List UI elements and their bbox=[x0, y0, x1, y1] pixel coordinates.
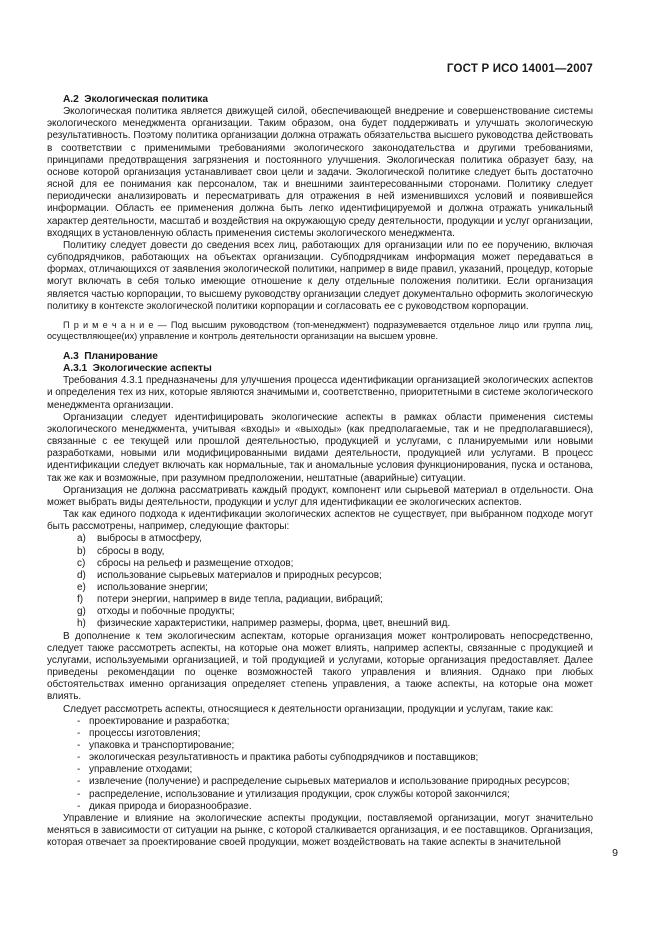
factor-list bbox=[47, 533, 593, 630]
list-item-label: e) bbox=[77, 581, 86, 593]
list-item-factor-e bbox=[47, 582, 593, 594]
aspect-list bbox=[47, 716, 593, 813]
list-item-text: процессы изготовления; bbox=[89, 727, 201, 739]
list-item-factor-g bbox=[47, 606, 593, 618]
list-item-factor-c bbox=[47, 558, 593, 570]
list-item-label: f) bbox=[77, 594, 84, 606]
paragraph-a31-2: Организации следует идентифицировать экологические аспекты в рамках области применения системы экологического менеджмента, учитывая «входы» и «выходы» (как предполагаемые, так и не предполагавшиеся), связанные с ее текущей или прошлой деятельностью, продукцией и услугами, с планируемыми или новыми разработками, новыми или модифицированными видами деятельности, продукцией или услугами. В процесс идентификации следует включать как нормальные, так и аномальные условия функционирования, пуска и останова, так же как и возможные, при разумном предположении, нештатные (аварийные) ситуации. bbox=[47, 411, 593, 484]
list-item-aspect-2 bbox=[47, 728, 593, 740]
list-item-aspect-4 bbox=[47, 752, 593, 764]
list-item-text: сбросы в воду, bbox=[97, 545, 165, 557]
list-item-text: экологическая результативность и практика работы субподрядчиков и поставщиков; bbox=[89, 752, 479, 764]
list-item-dash: - bbox=[77, 727, 81, 739]
paragraph-a31-3: Организация не должна рассматривать каждый продукт, компонент или сырьевой материал в отдельности. Она может выбрать виды деятельности, продукции и услуг для идентификации ее экологических аспектов. bbox=[47, 484, 593, 508]
list-item-text: распределение, использование и утилизация продукции, срок службы которой закончился; bbox=[89, 788, 510, 800]
paragraph-a2-2: Политику следует довести до сведения всех лиц, работающих для организации или по ее поручению, включая субподрядчиков, работающих на объектах организации. Субподрядчикам информация может передаваться в формах, отличающихся от заявления экологической политики, например в виде правил, указаний, процедур, которые могут включать в себя только имеющие отношение к делу отдельные положения политики. Если организация является частью корпорации, то высшему руководству организации следует документально оформить экологическую политику в контексте экологической политики корпорации и согласовать ее с руководством корпорации. bbox=[47, 239, 593, 312]
section-a2-heading: А.2 Экологическая политика bbox=[63, 94, 208, 105]
paragraph-a31-5: В дополнение к тем экологическим аспектам, которые организация может контролировать непосредственно, следует также рассмотреть аспекты, на которые она может влиять, например аспекты, связанные с продукцией и услугами, используемыми организацией, и той продукцией и услугами, которые организация предоставляет. Далее приведены рекомендации по оценке возможностей такого управления и влияния. Однако при любых обстоятельствах именно организация определяет степень управления, а также аспекты, на которые она может влиять. bbox=[47, 630, 593, 703]
list-item-aspect-3 bbox=[47, 740, 593, 752]
list-item-text: использование энергии; bbox=[97, 581, 208, 593]
page-number: 9 bbox=[612, 847, 618, 859]
section-a31-heading: А.3.1 Экологические аспекты bbox=[63, 363, 212, 375]
document-code-header: ГОСТ Р ИСО 14001—2007 bbox=[446, 63, 593, 75]
list-item-factor-h bbox=[47, 618, 593, 630]
list-item-label: a) bbox=[77, 533, 86, 545]
paragraph-a31-7: Управление и влияние на экологические аспекты продукции, поставляемой организации, могут значительно меняться в зависимости от ситуации на рынке, с которой сталкивается организация, и ее поставщиков. Организация, которая отвечает за проектирование своей продукции, может воздействовать на такие аспекты в значительной bbox=[47, 812, 593, 849]
list-item-text: извлечение (получение) и распределение сырьевых материалов и использование природных ресурсов; bbox=[89, 776, 570, 788]
list-item-text: выбросы в атмосферу, bbox=[97, 533, 202, 545]
list-item-text: потери энергии, например в виде тепла, радиации, вибраций; bbox=[97, 594, 383, 606]
document-body bbox=[47, 94, 593, 849]
paragraph-a31-6: Следует рассмотреть аспекты, относящиеся к деятельности организации, продукции и услугам, такие как: bbox=[63, 703, 554, 715]
list-item-factor-a bbox=[47, 533, 593, 545]
list-item-factor-f bbox=[47, 594, 593, 606]
list-item-dash: - bbox=[77, 740, 81, 751]
list-item-aspect-1 bbox=[47, 716, 593, 728]
list-item-dash: - bbox=[77, 715, 81, 727]
list-item-dash: - bbox=[77, 764, 81, 776]
list-item-factor-d bbox=[47, 570, 593, 582]
list-item-aspect-7 bbox=[47, 789, 593, 801]
section-a3-heading: А.3 Планирование bbox=[63, 351, 158, 362]
list-item-text: использование сырьевых материалов и природных ресурсов; bbox=[97, 569, 382, 581]
list-item-text: упаковка и транспортирование; bbox=[89, 740, 235, 751]
list-item-label: b) bbox=[77, 545, 86, 557]
document-page bbox=[47, 63, 593, 849]
list-item-text: управление отходами; bbox=[89, 764, 193, 776]
list-item-dash: - bbox=[77, 776, 81, 788]
list-item-text: дикая природа и биоразнообразие. bbox=[89, 800, 252, 812]
paragraph-a2-1: Экологическая политика является движущей силой, обеспечивающей внедрение и совершенствование системы экологического менеджмента организации. Таким образом, она будет поддерживать и улучшать экологическую результативность. Поэтому политика организации должна отражать обязательства высшего руководства действовать в соответствии с применимыми требованиями экологического законодательства и другими требованиями, принципами предотвращения загрязнения и постоянного улучшения. Экологическая политика образует базу, на основе которой организация устанавливает свои цели и задачи. Экологической политике следует быть достаточно ясной для ее понимания как персоналом, так и внешними заинтересованными сторонами. Политику следует периодически анализировать и пересматривать для отражения в ней изменившихся условий и появившейся информации. Область ее применения должна быть легко идентифицируемой и должна отражать уникальный характер деятельности, масштаб и воздействия на окружающую среду деятельности, продукции и услуг организации, входящих в установленную область применения системы экологического менеджмента. bbox=[47, 106, 593, 239]
list-item-label: d) bbox=[77, 569, 86, 581]
list-item-label: c) bbox=[77, 557, 86, 569]
list-item-dash: - bbox=[77, 788, 81, 800]
list-item-text: физические характеристики, например размеры, форма, цвет, внешний вид. bbox=[97, 618, 451, 630]
list-item-aspect-8 bbox=[47, 801, 593, 813]
list-item-text: отходы и побочные продукты; bbox=[97, 606, 235, 618]
list-item-aspect-6 bbox=[47, 776, 593, 788]
paragraph-a31-1: Требования 4.3.1 предназначены для улучшения процесса идентификации организацией экологических аспектов и определения тех из них, которые являются значимыми и, соответственно, приоритетными в системе экологического менеджмента организации. bbox=[47, 375, 593, 411]
list-item-dash: - bbox=[77, 800, 81, 812]
note-paragraph: П р и м е ч а н и е — Под высшим руководством (топ-менеджмент) подразумевается отдельное лицо или группа лиц, осуществляющее(их) управление и контроль деятельности организации на высшем уровне. bbox=[47, 319, 593, 342]
list-item-dash: - bbox=[77, 752, 81, 764]
list-item-label: g) bbox=[77, 606, 86, 618]
list-item-label: h) bbox=[77, 618, 86, 630]
list-item-text: проектирование и разработка; bbox=[89, 715, 230, 727]
list-item-factor-b bbox=[47, 546, 593, 558]
list-item-aspect-5 bbox=[47, 764, 593, 776]
paragraph-a31-4: Так как единого подхода к идентификации экологических аспектов не существует, при выбранном подходе могут быть рассмотрены, например, следующие факторы: bbox=[47, 509, 593, 533]
list-item-text: сбросы на рельеф и размещение отходов; bbox=[97, 557, 294, 569]
